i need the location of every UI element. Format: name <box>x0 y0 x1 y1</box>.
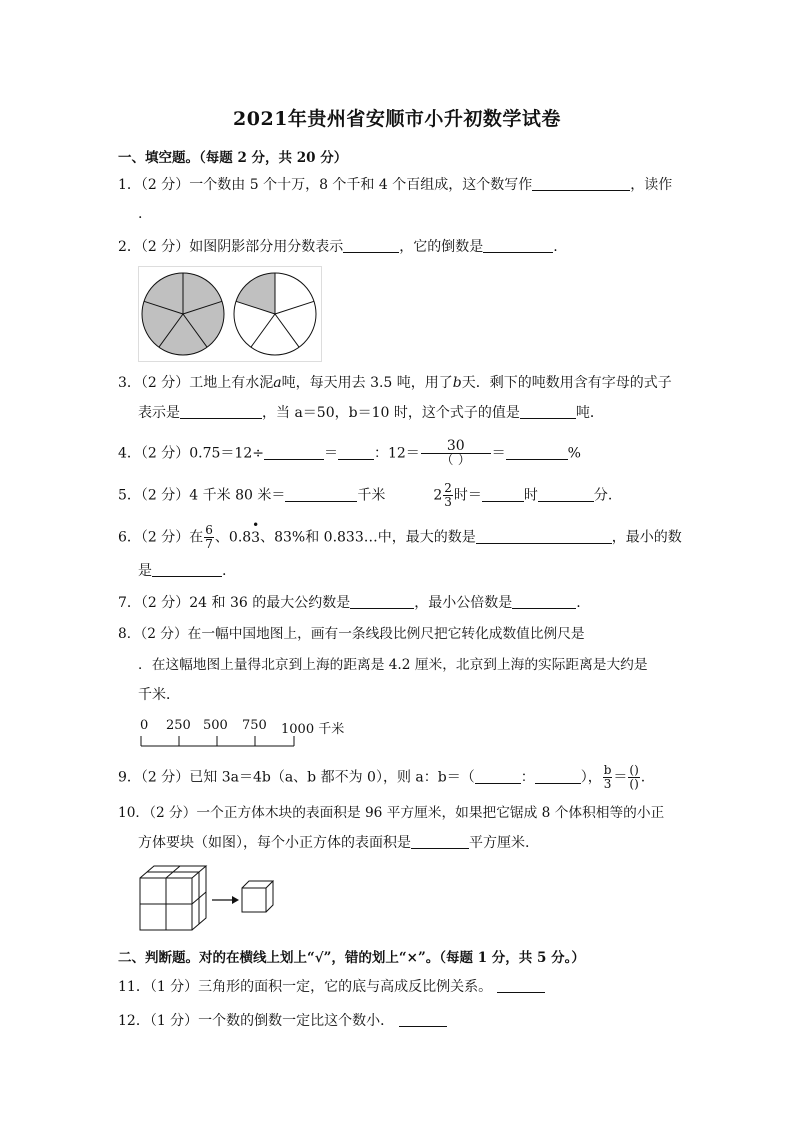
answer-blank[interactable] <box>535 769 581 784</box>
arrow-icon <box>212 896 239 904</box>
fraction-b-over-3: $\frac{b}{3}$ <box>603 763 612 791</box>
mixed-fraction: $\frac{2}{3}$ <box>444 481 452 509</box>
scale-label-750: 750 <box>242 718 267 733</box>
answer-blank[interactable] <box>475 769 521 784</box>
large-cube <box>140 866 206 930</box>
scale-label-0: 0 <box>140 718 149 733</box>
question-9: 9．（2 分）已知 3a＝4b（a、b 都不为 0），则 a：b＝（ ： ）， $\frac{b}{3}$ ＝ $\frac{()}{()}$ . <box>118 763 646 791</box>
partial-circle <box>234 273 316 355</box>
pie-figure <box>138 266 322 362</box>
answer-blank[interactable] <box>411 834 469 849</box>
shaded-circle <box>142 273 224 355</box>
cube-figure <box>138 862 274 932</box>
answer-blank[interactable] <box>476 529 612 544</box>
answer-blank[interactable] <box>532 176 630 191</box>
answer-blank[interactable] <box>482 487 524 502</box>
section-true-false: 二、判断题。对的在横线上划上“√”，错的划上“×”。（每题 1 分，共 5 分。） <box>118 950 585 966</box>
answer-blank[interactable] <box>512 594 576 609</box>
fraction-blank: $\frac{()}{()}$ <box>629 763 639 791</box>
fraction-30-over-blank: $\frac{30}{( )}$ <box>421 440 491 467</box>
question-8: 8．（2 分）在一幅中国地图上，画有一条线段比例尺把它转化成数值比例尺是 <box>118 626 585 642</box>
question-5: 5．（2 分）4 千米 80 米＝ 千米 2 $\frac{2}{3}$ 时＝ 时 分. <box>118 481 613 509</box>
answer-blank[interactable] <box>497 978 545 993</box>
question-2: 2．（2 分）如图阴影部分用分数表示 ，它的倒数是 . <box>118 239 558 255</box>
scale-label-1000: 1000 千米 <box>281 722 345 737</box>
question-8-cont: ．在这幅地图上量得北京到上海的距离是 4.2 厘米，北京到上海的实际距离是大约是 <box>138 657 648 673</box>
section-fill-in: 一、填空题。（每题 2 分，共 20 分） <box>118 150 348 166</box>
question-11: 11．（1 分）三角形的面积一定，它的底与高成反比例关系。 <box>118 978 545 996</box>
answer-blank[interactable] <box>180 404 262 419</box>
answer-blank[interactable] <box>399 1012 447 1027</box>
answer-blank[interactable] <box>483 238 553 253</box>
answer-blank[interactable] <box>343 238 399 253</box>
question-3-cont: 表示是 ，当 a＝50，b＝10 时，这个式子的值是 吨． <box>138 405 604 421</box>
small-cube <box>242 881 273 912</box>
question-6-cont: 是 . <box>138 563 227 579</box>
answer-blank[interactable] <box>506 445 568 460</box>
fraction-six-sevenths: $\frac{6}{7}$ <box>205 523 213 551</box>
question-1-cont: . <box>138 206 143 222</box>
question-7: 7．（2 分）24 和 36 的最大公约数是 ，最小公倍数是 . <box>118 595 581 611</box>
question-3: 3．（2 分）工地上有水泥a吨，每天用去 3.5 吨，用了b天．剩下的吨数用含有字母的式子 <box>118 375 672 391</box>
question-1: 1．（2 分）一个数由 5 个十万，8 个千和 4 个百组成，这个数写作 ，读作 <box>118 177 673 193</box>
question-12: 12．（1 分）一个数的倒数一定比这个数小． <box>118 1012 447 1030</box>
answer-blank[interactable] <box>538 487 594 502</box>
answer-blank[interactable] <box>285 487 357 502</box>
question-8-cont2: 千米． <box>138 687 180 703</box>
scale-label-250: 250 <box>166 718 191 733</box>
answer-blank[interactable] <box>338 445 374 460</box>
question-6: 6．（2 分）在 $\frac{6}{7}$ 、0.8 • 3、83%和 0.833…中，最大的数是 ，最小的数 <box>118 517 682 551</box>
question-10: 10．（2 分）一个正方体木块的表面积是 96 平方厘米，如果把它锯成 8 个体积相等的小正 <box>118 805 665 821</box>
answer-blank[interactable] <box>152 562 222 577</box>
scale-label-500: 500 <box>203 718 228 733</box>
repeating-digit: • 3 <box>251 517 261 546</box>
line-scale-bar <box>140 734 300 748</box>
question-10-cont: 方体要块（如图），每个小正方体的表面积是 平方厘米. <box>138 835 530 851</box>
question-4: 4．（2 分）0.75＝12÷ ＝ ：12＝ $\frac{30}{( )}$ ＝ % <box>118 438 581 468</box>
answer-blank[interactable] <box>350 594 414 609</box>
answer-blank[interactable] <box>520 404 576 419</box>
answer-blank[interactable] <box>264 445 324 460</box>
page-title: 2021年贵州省安顺市小升初数学试卷 <box>233 108 561 130</box>
